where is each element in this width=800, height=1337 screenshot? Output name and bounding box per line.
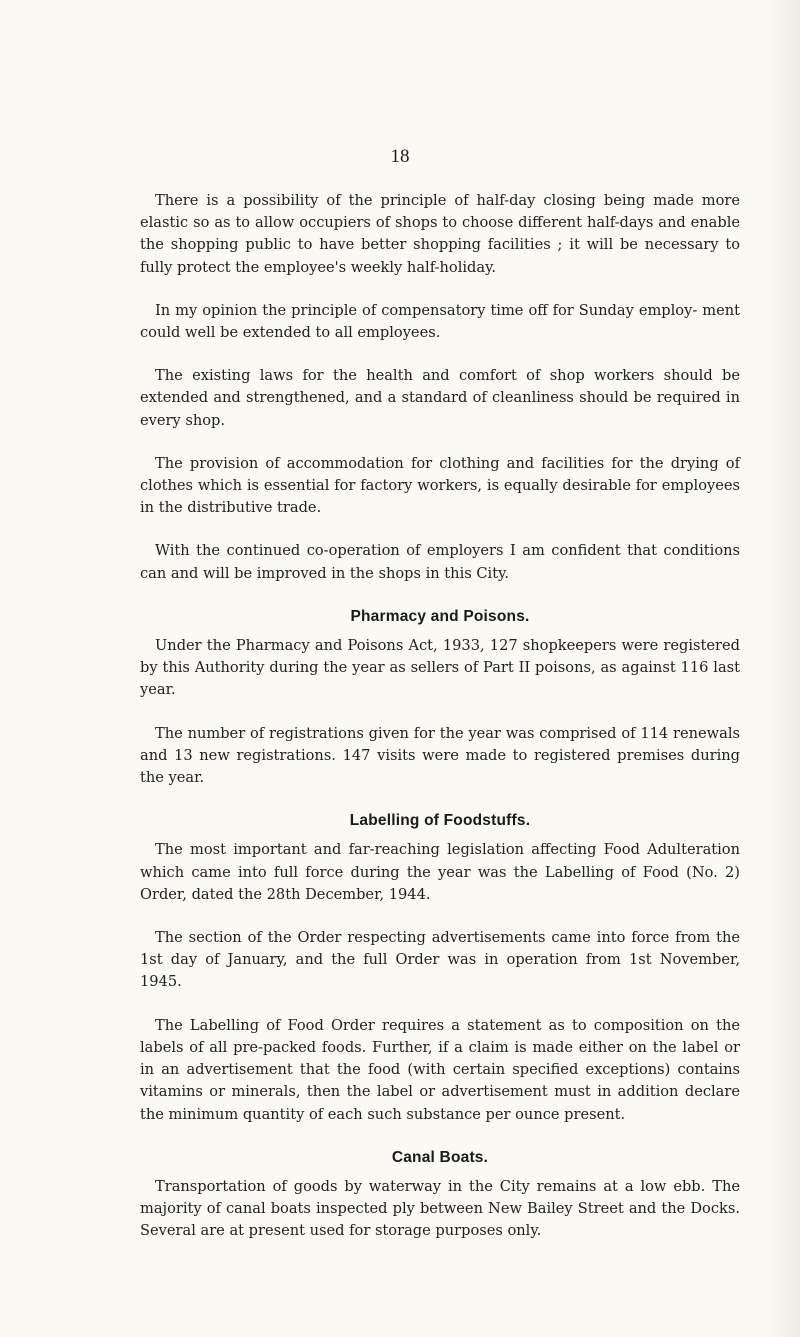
page-number: 18	[390, 146, 410, 167]
paragraph-clothing-accommodation: The provision of accommodation for clothing and facilities for the drying of clothes which is essential for factory workers, is equally desirable for employees in the distributive trade.	[140, 454, 740, 517]
paragraph-pharmacy-renewals: The number of registrations given for the year was comprised of 114 renewals and 13 new registrations. 147 visits were made to registered premises during the year.	[140, 724, 740, 787]
paragraph-labelling-advertisements: The section of the Order respecting advertisements came into force from the 1st day of January, and the full Order was in operation from 1st November, 1945.	[140, 929, 740, 991]
paragraph-health-comfort: The existing laws for the health and comfort of shop workers should be extended and strengthened, and a standard of cleanliness should be required in every shop.	[140, 367, 740, 429]
paragraph-compensatory-time: In my opinion the principle of compensatory time off for Sunday employ- ment could well be extended to all employees.	[140, 301, 740, 342]
paragraph-half-day-closing: There is a possibility of the principle of half-day closing being made more elastic so as to allow occupiers of shops to choose different half-days and enable the shopping public to have better shopping facilities ; it will be necessary to fully protect the employee's weekly half-holiday.	[140, 192, 740, 276]
heading-labelling-foodstuffs: Labelling of Foodstuffs.	[349, 812, 531, 830]
heading-canal-boats: Canal Boats.	[391, 1148, 489, 1166]
paragraph-canal-transportation: Transportation of goods by waterway in the City remains at a low ebb. The majority of canal boats inspected ply between New Bailey Street and the Docks. Several are at present used for storage purposes only.	[140, 1177, 740, 1240]
document-body	[140, 190, 740, 1243]
paragraph-labelling-requirements: The Labelling of Food Order requires a statement as to composition on the labels of all pre-packed foods. Further, if a claim is made either on the label or in an advertisement that the food (with certain specified exceptions) contains vitamins or minerals, then the label or advertisement must in addition declare the minimum quantity of each such substance per ounce present.	[140, 1016, 740, 1123]
paragraph-labelling-legislation: The most important and far-reaching legislation affecting Food Adulteration which came into full force during the year was the Labelling of Food (No. 2) Order, dated the 28th December, 1944.	[140, 841, 740, 903]
heading-pharmacy-poisons: Pharmacy and Poisons.	[350, 607, 530, 625]
paragraph-co-operation: With the continued co-operation of employers I am confident that conditions can and will be improved in the shops in this City.	[140, 542, 740, 582]
paragraph-pharmacy-registrations: Under the Pharmacy and Poisons Act, 1933, 127 shopkeepers were registered by this Authority during the year as sellers of Part II poisons, as against 116 last year.	[140, 637, 740, 699]
